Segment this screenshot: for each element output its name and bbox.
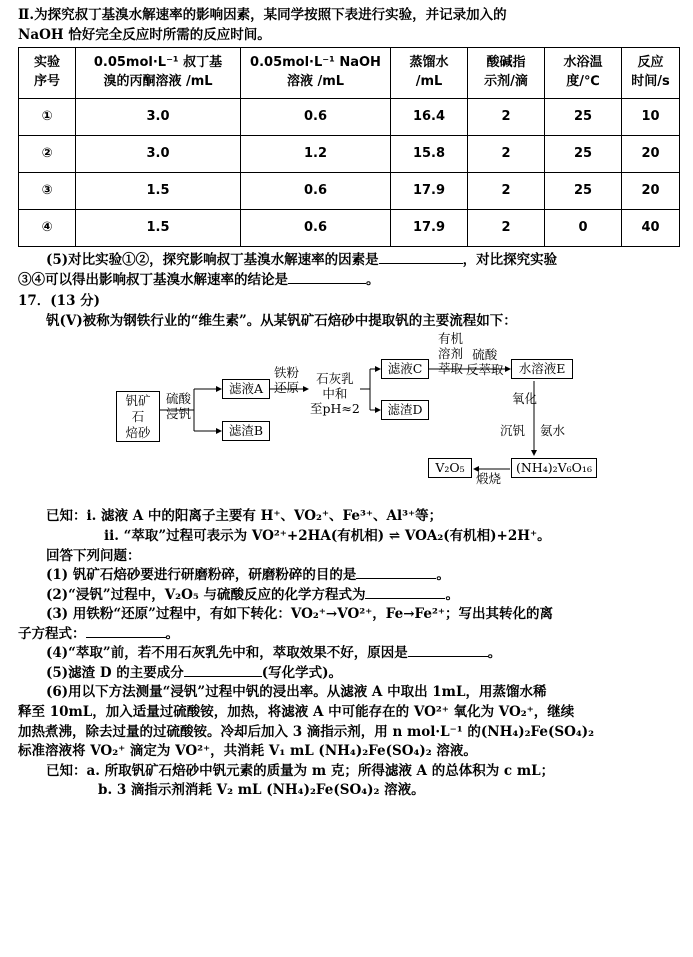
cell: 0.6: [241, 173, 391, 210]
answer-blank[interactable]: [365, 597, 445, 599]
answer-blank[interactable]: [184, 675, 262, 677]
step-precipitate-label: 沉钒: [500, 423, 526, 439]
header-indicator: 酸碱指 示剂/滴: [468, 48, 545, 99]
question-6-line-1: (6)用以下方法测量“浸钒”过程中钒的浸出率。从滤液 A 中取出 1mL，用蒸馏水稀: [46, 684, 547, 701]
step-acid-leach-label: 硫酸 浸钒: [166, 391, 192, 422]
cell: 3.0: [76, 99, 241, 136]
answer-blank[interactable]: [356, 577, 436, 579]
cell: 20: [622, 173, 680, 210]
step-back-extract-label: 硫酸 反萃取: [466, 347, 504, 378]
table-row: [19, 136, 680, 173]
step-ammonia-label: 氨水: [540, 423, 566, 439]
answer-blank[interactable]: [379, 262, 463, 264]
q17-intro: 钒(V)被称为钢铁行业的“维生素”。从某钒矿石焙砂中提取钒的主要流程如下：: [46, 312, 517, 329]
step-oxidize-label: 氧化: [512, 391, 538, 407]
solution-e-box: 水溶液E: [511, 359, 573, 379]
answer-intro: 回答下列问题：: [46, 547, 141, 564]
table-row: [19, 210, 680, 247]
cell: 3.0: [76, 136, 241, 173]
header-exp-no: 实验 序号: [19, 48, 76, 99]
cell: 0.6: [241, 99, 391, 136]
q5-line-1: (5)对比实验①②，探究影响叔丁基溴水解速率的因素是 ，对比探究实验: [46, 252, 558, 269]
known-i: 已知：i. 滤液 A 中的阳离子主要有 H⁺、VO₂⁺、Fe³⁺、Al³⁺等；: [46, 508, 443, 525]
step-neutralize-label: 石灰乳 中和 至pH≈2: [310, 371, 360, 417]
answer-blank[interactable]: [408, 655, 488, 657]
cell: 25: [545, 136, 622, 173]
step-calcine-label: 煅烧: [476, 471, 502, 487]
table-row: [19, 99, 680, 136]
table-header-row: [19, 48, 680, 99]
question-6-line-2: 释至 10mL，加入适量过硫酸铵，加热，将滤液 A 中可能存在的 VO²⁺ 氧化为 VO₂⁺，继续: [18, 704, 575, 720]
cell: 1.5: [76, 210, 241, 247]
q17-title: 17．(13 分): [18, 293, 101, 310]
cell: 17.9: [391, 173, 468, 210]
cell: 0.6: [241, 210, 391, 247]
cell: 40: [622, 210, 680, 247]
v2o5-box: V₂O₅: [428, 458, 472, 478]
cell: 2: [468, 99, 545, 136]
experiment-table: [18, 47, 680, 247]
question-6-known-b: b. 3 滴指示剂消耗 V₂ mL (NH₄)₂Fe(SO₄)₂ 溶液。: [98, 782, 425, 799]
cell: 10: [622, 99, 680, 136]
residue-d-box: 滤渣D: [381, 400, 429, 420]
filtrate-c-box: 滤液C: [381, 359, 429, 379]
cell: 1.2: [241, 136, 391, 173]
cell: 25: [545, 173, 622, 210]
question-6-known-a: 已知：a. 所取钒矿石焙砂中钒元素的质量为 m 克；所得滤液 A 的总体积为 c mL；: [46, 762, 555, 779]
known-ii: ii. “萃取”过程可表示为 VO²⁺+2HA(有机相) ⇌ VOA₂(有机相)+2H⁺。: [104, 527, 551, 544]
question-4: (4)“萃取”前，若不用石灰乳先中和，萃取效果不好，原因是 。: [46, 645, 502, 662]
header-naoh-volume: 0.05mol·L⁻¹ NaOH 溶液 /mL: [241, 48, 391, 99]
cell: 15.8: [391, 136, 468, 173]
cell: ③: [19, 173, 76, 210]
table-row: [19, 173, 680, 210]
intro-line-1: Ⅱ.为探究叔丁基溴水解速率的影响因素，某同学按照下表进行实验，并记录加入的: [18, 7, 507, 23]
question-6-line-4: 标准溶液将 VO₂⁺ 滴定为 VO²⁺，共消耗 V₁ mL (NH₄)₂Fe(SO₄)₂ 溶液。: [18, 743, 477, 760]
question-5: (5)滤渣 D 的主要成分 (写化学式)。: [46, 664, 343, 681]
cell: 1.5: [76, 173, 241, 210]
q5-line-2: ③④可以得出影响叔丁基溴水解速率的结论是 。: [18, 271, 380, 288]
document-page: [18, 6, 680, 801]
cell: 16.4: [391, 99, 468, 136]
header-bromide-volume: 0.05mol·L⁻¹ 叔丁基 溴的丙酮溶液 /mL: [76, 48, 241, 99]
cell: 17.9: [391, 210, 468, 247]
header-water-volume: 蒸馏水 /mL: [391, 48, 468, 99]
cell: 0: [545, 210, 622, 247]
header-temperature: 水浴温 度/℃: [545, 48, 622, 99]
cell: 2: [468, 136, 545, 173]
answer-blank[interactable]: [288, 282, 366, 284]
question-2: (2)“浸钒”过程中，V₂O₅ 与硫酸反应的化学方程式为 。: [46, 586, 459, 603]
cell: 2: [468, 173, 545, 210]
ammonium-vanadate-box: (NH₄)₂V₆O₁₆: [511, 458, 597, 478]
filtrate-a-box: 滤液A: [222, 379, 270, 399]
cell: 2: [468, 210, 545, 247]
cell: 20: [622, 136, 680, 173]
intro-line-2: NaOH 恰好完全反应时所需的反应时间。: [18, 26, 271, 43]
residue-b-box: 滤渣B: [222, 421, 270, 441]
process-flow-diagram: [18, 331, 680, 517]
cell: ④: [19, 210, 76, 247]
answer-blank[interactable]: [86, 636, 166, 638]
question-3-line-2: 子方程式： 。: [18, 625, 179, 642]
question-1: (1) 钒矿石焙砂要进行研磨粉碎，研磨粉碎的目的是 。: [46, 567, 450, 584]
step-iron-reduce-label: 铁粉 还原: [274, 365, 300, 396]
question-6-line-3: 加热煮沸，除去过量的过硫酸铵。冷却后加入 3 滴指示剂，用 n mol·L⁻¹ 的(NH₄)₂Fe(SO₄)₂: [18, 723, 595, 740]
cell: ②: [19, 136, 76, 173]
ore-box: 钒矿石 焙砂: [116, 391, 160, 442]
step-extract-label: 有机 溶剂 萃取: [438, 331, 464, 377]
question-3-line-1: (3) 用铁粉“还原”过程中，有如下转化：VO₂⁺→VO²⁺，Fe→Fe²⁺；写出其转化的离: [46, 606, 554, 623]
cell: ①: [19, 99, 76, 136]
cell: 25: [545, 99, 622, 136]
header-reaction-time: 反应 时间/s: [622, 48, 680, 99]
